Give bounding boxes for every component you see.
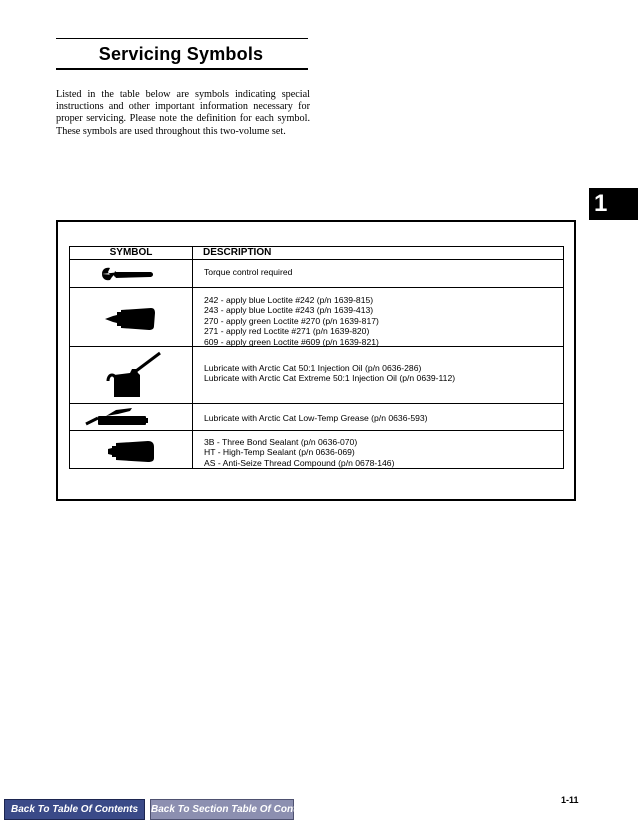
description-line: 271 - apply red Loctite #271 (p/n 1639-820) [204, 326, 370, 337]
back-to-toc-button[interactable]: Back To Table Of Contents [4, 799, 145, 820]
loctite-bottle-icon [103, 306, 155, 332]
table-row [70, 288, 563, 347]
description-line: 3B - Three Bond Sealant (p/n 0636-070) [204, 437, 358, 447]
description-line: AS - Anti-Seize Thread Compound (p/n 0678-146) [204, 457, 395, 468]
grease-gun-icon [84, 406, 148, 428]
row-description [204, 437, 394, 468]
description-column-header: DESCRIPTION [203, 247, 272, 258]
row-description [204, 295, 379, 347]
description-line: 270 - apply green Loctite #270 (p/n 1639-817) [204, 315, 379, 326]
intro-paragraph: Listed in the table below are symbols indicating special instructions and other important information necessary for proper servicing. Please note the definition for each symbol. These symbols are used throughout this two-volume set. [56, 89, 310, 137]
description-line: 242 - apply blue Loctite #242 (p/n 1639-815) [204, 295, 374, 305]
torque-wrench-icon [100, 266, 156, 282]
title-rule-bottom [56, 68, 308, 70]
description-line: Torque control required [204, 267, 293, 277]
description-line: Lubricate with Arctic Cat Extreme 50:1 Injection Oil (p/n 0639-112) [204, 373, 456, 384]
back-to-section-toc-button[interactable]: Back To Section Table Of Contents [150, 799, 294, 820]
chapter-tab: 1 [589, 188, 638, 220]
sealant-tube-icon [106, 438, 156, 464]
symbol-column-header: SYMBOL [109, 247, 153, 258]
description-line: 609 - apply green Loctite #609 (p/n 1639-821) [204, 336, 379, 347]
page-title: Servicing Symbols [98, 44, 264, 64]
description-line: 243 - apply blue Loctite #243 (p/n 1639-413) [204, 305, 374, 316]
oil-can-icon [106, 351, 162, 401]
description-line: Lubricate with Arctic Cat 50:1 Injection Oil (p/n 0636-286) [204, 363, 422, 373]
table-row [70, 431, 563, 470]
page-number: 1-11 [561, 795, 579, 805]
symbols-table [69, 246, 564, 469]
table-row [70, 404, 563, 431]
row-description [204, 413, 428, 423]
table-row [70, 260, 563, 288]
table-row [70, 347, 563, 404]
table-header [70, 247, 563, 260]
description-line: HT - High-Temp Sealant (p/n 0636-069) [204, 447, 355, 458]
row-description [204, 267, 292, 277]
title-rule-top [56, 38, 308, 39]
description-line: Lubricate with Arctic Cat Low-Temp Grease (p/n 0636-593) [204, 413, 428, 423]
row-description [204, 363, 455, 384]
